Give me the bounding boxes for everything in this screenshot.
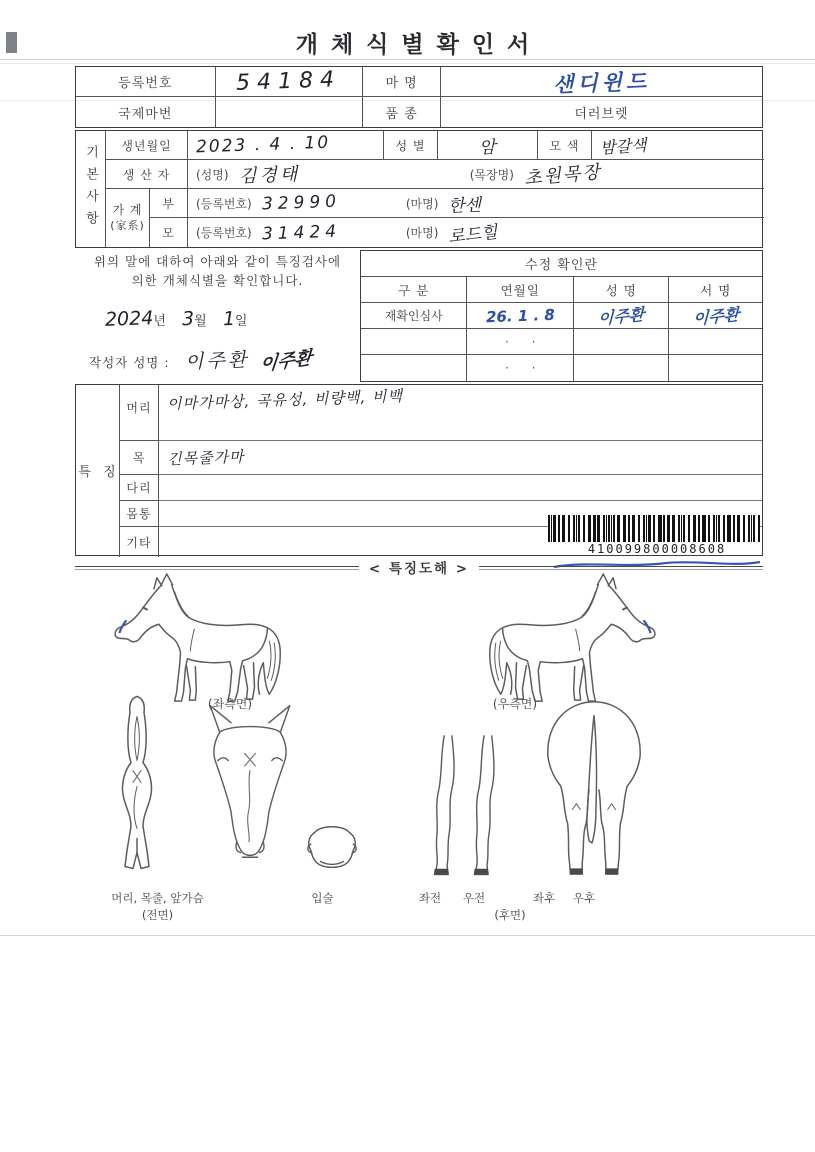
sire-name-value: 한센 <box>448 194 482 217</box>
pencil-nose-line <box>248 770 250 842</box>
pencil-whorl-x-mark <box>244 753 255 766</box>
table-row <box>76 67 762 97</box>
writer-signature: 이주환 <box>258 347 313 376</box>
correction-title: 수정 확인란 <box>361 251 762 277</box>
horse-name-label: 마 명 <box>363 67 441 96</box>
producer-name-value: 김경태 <box>238 163 301 188</box>
correction-row: · · <box>361 355 762 381</box>
confirmation-date: 2024년 3월 1일 <box>104 307 249 331</box>
dam-value <box>188 218 764 247</box>
horse-ventral-figure <box>97 688 177 883</box>
producer-name-label: (성명) <box>196 167 229 182</box>
reg-no-value: 54184 <box>216 67 364 96</box>
sire-regno-label: (등록번호) <box>196 196 252 211</box>
sire-name-label: (마명) <box>405 196 439 211</box>
horse-rear-figure <box>530 688 658 884</box>
rear-view-sublabel: (후면) <box>494 908 526 922</box>
feature-row-etc: 기타 <box>119 527 762 557</box>
breed-value: 더러브렛 <box>574 106 629 122</box>
correction-row: · · <box>361 329 762 355</box>
producer-value <box>188 160 764 188</box>
id-table <box>75 66 763 128</box>
basic-info-table <box>75 130 763 248</box>
lips-label: 입술 <box>311 891 334 905</box>
col-header: 연월일 <box>467 277 573 302</box>
coat-label: 모 색 <box>538 131 592 159</box>
reg-no-label: 등록번호 <box>76 67 216 96</box>
sire-value <box>188 189 764 217</box>
right-front-leg-label: 우전 <box>462 891 486 905</box>
horse-face-figure <box>200 700 300 880</box>
dam-name-label: (마명) <box>405 226 439 240</box>
feature-row-body: 몸통 <box>119 501 762 527</box>
right-rear-leg-label: 우후 <box>572 891 596 905</box>
dam-name-value: 로드힐 <box>447 222 499 248</box>
dam-regno-value: 31424 <box>261 221 342 244</box>
coat-value: 밤갈색 <box>599 134 648 158</box>
document-body <box>75 0 763 1152</box>
table-row <box>106 160 764 189</box>
writer-name: 이주환 <box>184 348 250 374</box>
left-side-label: (좌측면) <box>207 697 253 711</box>
horse-name-value: 샌디윈드 <box>552 68 651 97</box>
feature-row-legs: 다리 <box>119 475 762 501</box>
table-row <box>150 189 764 218</box>
sex-value: 암 <box>438 131 538 159</box>
table-row <box>106 131 764 160</box>
left-front-leg-label: 좌전 <box>418 891 442 905</box>
features-section-label: 특 징 <box>78 464 117 480</box>
dam-label: 모 <box>150 218 188 247</box>
farm-value: 초원목장 <box>523 161 603 190</box>
birth-label: 생년월일 <box>106 131 188 159</box>
pedigree-label: 가 계 (家系) <box>106 189 150 247</box>
table-row <box>150 218 764 247</box>
barcode-number: 410099800008608 <box>587 542 727 556</box>
sire-regno-value: 32990 <box>261 191 342 215</box>
writer-line <box>89 346 360 376</box>
farm-label: (목장명) <box>469 167 514 182</box>
writer-label: 작성자 성명 : <box>89 355 170 370</box>
dam-regno-label: (등록번호) <box>196 226 252 240</box>
correction-table <box>360 250 763 382</box>
right-side-label: (우측면) <box>492 697 538 711</box>
table-row <box>76 97 762 127</box>
producer-label: 생 산 자 <box>106 160 188 188</box>
front-view-label: 머리, 목줄, 앞가슴 <box>111 891 204 905</box>
document-title: 개체식별확인서 <box>295 32 543 58</box>
breed-label: 품 종 <box>363 97 441 127</box>
statement-line2: 의한 개체식별을 확인합니다. <box>131 273 304 288</box>
intl-no-label: 국제마번 <box>76 97 216 127</box>
left-rear-leg-label: 좌후 <box>532 891 556 905</box>
barcode-bars <box>548 515 760 542</box>
col-header: 성 명 <box>574 277 670 302</box>
feature-row-head: 머리 이마가마상, 곡유성, 비량백, 비백 <box>119 385 762 441</box>
front-view-sublabel: (전면) <box>141 908 174 922</box>
horse-front-legs-figure <box>413 732 523 884</box>
col-header: 서 명 <box>700 282 732 298</box>
sire-label: 부 <box>150 189 188 217</box>
basic-section-label: 기본사항 <box>76 131 106 247</box>
diagram-title: < 특징도해 > <box>359 561 479 577</box>
correction-row: 재확인심사 26. 1 . 8 이주환 이주환 <box>361 303 762 329</box>
sex-label: 성 별 <box>384 131 438 159</box>
statement-line1: 위의 말에 대하여 아래와 같이 특징검사에 <box>93 254 342 269</box>
intl-no-value <box>216 97 364 127</box>
col-header: 구 분 <box>361 277 467 302</box>
features-table <box>75 384 763 556</box>
birth-value: 2023 . 4 . 10 <box>188 131 384 159</box>
correction-header-row <box>361 277 762 303</box>
scan-smudge <box>6 32 17 53</box>
horse-muzzle-figure <box>303 822 361 874</box>
confirmation-block <box>75 252 360 376</box>
feature-row-neck: 목 긴목줄가마 <box>119 441 762 475</box>
